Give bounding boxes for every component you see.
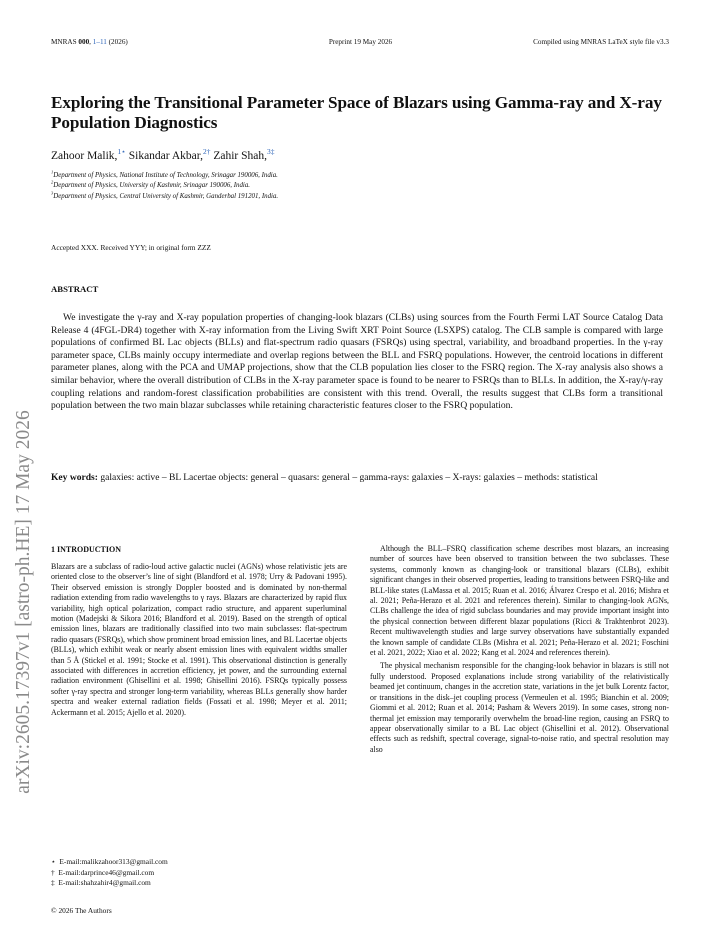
footnote-mark: ⋆ xyxy=(51,857,56,866)
author-affiliation-mark[interactable]: 3‡ xyxy=(267,147,275,157)
paragraph: The physical mechanism responsible for the changing-look behavior in blazars is still not fully understood. Proposed explanations include strong variability of the relativistically beamed jet continuum, changes in the accretion state, variations in the jet bulk Lorentz factor, or transitions in the disk–jet coupling process (Vermeulen et al. 1995; Bianchin et al. 2009; Giommi et al. 2012; Ruan et al. 2014; Pasham & Wevers 2019). In some cases, strong non-thermal jet emission may temporarily overwhelm the broad-line region, causing an FSRQ to appear observationally similar to a BL Lac object (Ghisellini et al. 2012). Observational effects such as redshift, spectral coverage, signal-to-noise ratio, and spectral resolution may also xyxy=(370,661,669,754)
journal-year: (2026) xyxy=(108,38,128,46)
journal-volume: 000 xyxy=(78,38,90,46)
paragraph: Blazars are a subclass of radio-loud active galactic nuclei (AGNs) whose relativistic jets are oriented close to the observer’s line of sight (Blandford et al. 1978; Urry & Padovani 1995). Their observed emission is strongly Doppler boosted and is dominated by non-thermal radiation extending from radio wavelengths to γ rays. Blazars are characterized by rapid flux variability, high optical polarization, compact radio structure, and apparent superluminal motion (Madejski & Sikora 2016; Blandford et al. 2019). Based on the strength of optical emission lines, blazars are traditionally classified into two main subclasses: flat-spectrum radio quasars (FSRQs), which show prominent broad emission lines, and BL Lacertae objects (BLLs), which exhibit weak or nearly absent emission lines with equivalent widths smaller than 5 Å (Stickel et al. 1991; Stocke et al. 1991). This observational distinction is generally associated with differences in accretion efficiency, jet power, and the surrounding external radiation environment (Ghisellini et al. 1998; Ghisellini 2016). FSRQs typically possess softer γ-ray spectra and stronger long-term variability, whereas BLLs generally show harder spectra and weaker external radiation fields (Fossati et al. 1998; Meyer et al. 2011; Ackermann et al. 2015; Ajello et al. 2020). xyxy=(51,562,347,717)
author-name: Sikandar Akbar, xyxy=(128,150,204,162)
copyright-notice: © 2026 The Authors xyxy=(51,906,112,915)
author-name: Zahir Shah, xyxy=(213,150,268,162)
keywords-text: galaxies: active – BL Lacertae objects: general – quasars: general – gamma-rays: galaxies – X-rays: galaxies – methods: statistical xyxy=(100,472,598,483)
journal-pages-link[interactable]: 1–11 xyxy=(92,38,107,46)
affiliation-text: Department of Physics, National Institute of Technology, Srinagar 190006, India. xyxy=(53,172,278,179)
affiliation-number: 3 xyxy=(51,190,54,196)
accepted-received-line: Accepted XXX. Received YYY; in original form ZZZ xyxy=(51,243,211,252)
footnote-email xyxy=(51,878,151,887)
affiliation-text: Department of Physics, Central University of Kashmir, Ganderbal 191201, India. xyxy=(53,193,279,200)
affiliation-number: 2 xyxy=(51,179,54,185)
footnote-mark: ‡ xyxy=(51,878,55,887)
author-list xyxy=(51,147,275,162)
compiled-note: Compiled using MNRAS LaTeX style file v3.3 xyxy=(533,38,669,46)
author-name: Zahoor Malik, xyxy=(51,150,118,162)
affiliation xyxy=(51,190,279,200)
abstract-heading: ABSTRACT xyxy=(51,284,99,294)
abstract-text: We investigate the γ-ray and X-ray population properties of changing-look blazars (CLBs) using sources from the Fourth Fermi LAT Source Catalog Data Release 4 (4FGL-DR4) together with X-ray information from the Living Swift XRT Point Source (LSXPS) catalog. The CLB sample is compared with large populations of confirmed BL Lac objects (BLLs) and flat-spectrum radio quasars (FSRQs) using spectral, variability, and broadband properties. In the γ-ray parameter space, CLBs mainly occupy intermediate and overlap regions between the BLL and FSRQ populations. However, the centroid locations in different parameter planes, along with the PCA and UMAP projections, show that the CLB population lies closer to the FSRQ region. The X-ray analysis also shows a similar behavior, where the overall distribution of CLBs in the X-ray parameter space is found to be nearer to FSRQs than to BLLs. In addition, the X-ray/γ-ray coupling relations and random-forest classification probabilities are consistent with this trend. Overall, the results suggest that CLBs form a transitional population between the two main blazar subclasses while retaining characteristic features closer to the FSRQ population. xyxy=(51,312,663,412)
body-column-left xyxy=(51,562,347,718)
paragraph: Although the BLL–FSRQ classification scheme describes most blazars, an increasing number of sources have been observed to transition between the two subclasses. These systems, commonly known as changing-look or transitional blazars (CLBs), exhibit significant changes in their observed properties, leading to transitions between FSRQ-like and BLL-like states (LaMassa et al. 2015; Ruan et al. 2016; Álvarez Crespo et al. 2016; Mishra et al. 2021; Peña-Herazo et al. 2021 and references therein). Similar to changing-look AGNs, CLBs challenge the idea of rigid subclass boundaries and may provide important insight into the physical connection between different blazar populations (Ricci & Trakhtenbrot 2023). Recent multiwavelength studies and large survey observations have substantially expanded the known sample of candidate CLBs (Mishra et al. 2021; Peña-Herazo et al. 2021; Foschini et al. 2021, 2022; Xiao et al. 2022; Kang et al. 2024 and references therein). xyxy=(370,544,669,658)
email-address[interactable]: E-mail:shahzahir4@gmail.com xyxy=(58,878,151,887)
paper-title: Exploring the Transitional Parameter Space of Blazars using Gamma-ray and X-ray Population Diagnostics xyxy=(51,93,662,132)
affiliation-number: 1 xyxy=(51,169,54,175)
author-affiliation-mark[interactable]: 2† xyxy=(203,147,211,157)
journal-name: MNRAS xyxy=(51,38,77,46)
footnote-mark: † xyxy=(51,868,55,877)
email-address[interactable]: E-mail:malikzahoor313@gmail.com xyxy=(59,857,168,866)
affiliation-text: Department of Physics, University of Kashmir, Srinagar 190006, India. xyxy=(53,182,250,189)
keywords-label: Key words: xyxy=(51,472,98,483)
section-heading: 1 INTRODUCTION xyxy=(51,545,122,554)
email-address[interactable]: E-mail:darprince46@gmail.com xyxy=(58,868,155,877)
footnote-email xyxy=(51,857,168,866)
arxiv-identifier-stamp: arXiv:2605.17397v1 [astro-ph.HE] 17 May 2026 xyxy=(13,410,34,794)
affiliation xyxy=(51,169,278,179)
affiliation xyxy=(51,179,250,189)
keywords xyxy=(51,472,663,485)
author-affiliation-mark[interactable]: 1⋆ xyxy=(117,147,126,157)
body-column-right xyxy=(370,544,669,755)
footnote-email xyxy=(51,868,154,877)
running-header-citation: MNRAS 000, 1–11 (2026) xyxy=(51,38,128,46)
preprint-date: Preprint 19 May 2026 xyxy=(328,38,393,46)
